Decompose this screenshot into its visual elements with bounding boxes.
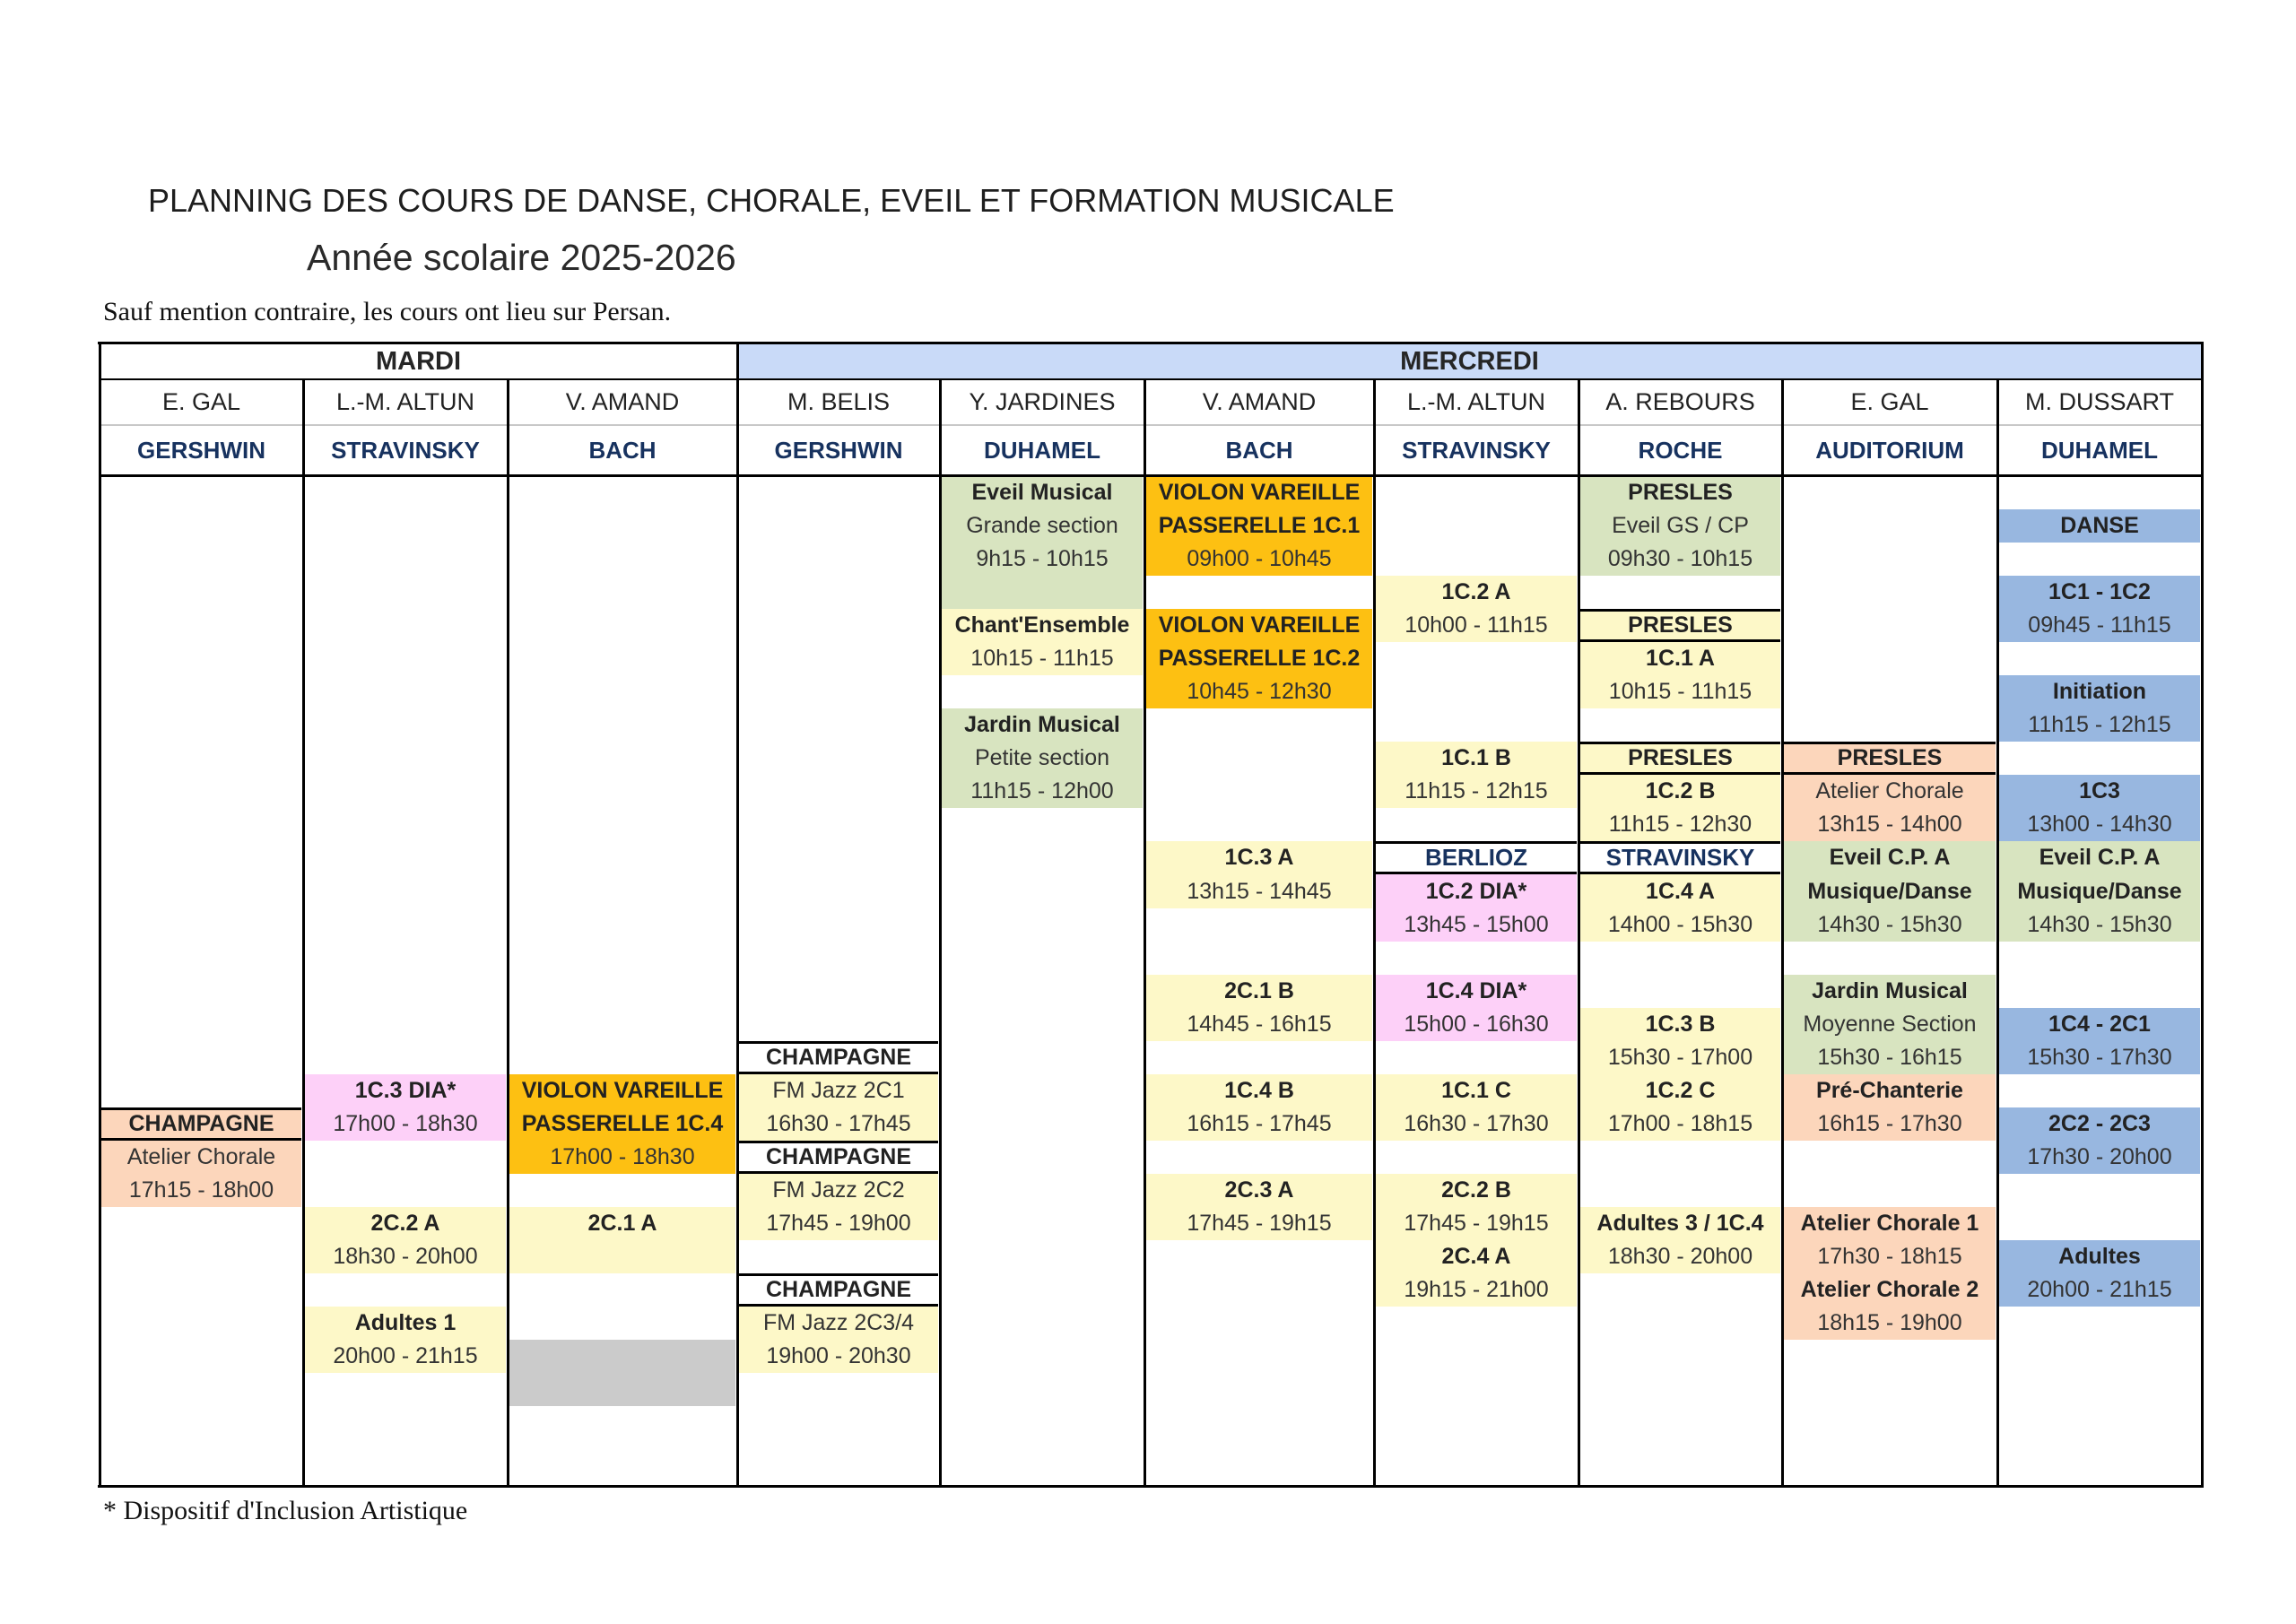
course-cell: 17h30 - 18h15 — [1784, 1240, 1996, 1273]
column-rule — [302, 379, 305, 1487]
course-cell: 1C.1 A — [1580, 642, 1780, 675]
course-cell: 19h00 - 20h30 — [739, 1340, 938, 1373]
course-cell: PRESLES — [1580, 609, 1780, 642]
room-header: STRAVINSKY — [331, 437, 480, 464]
course-cell: 09h00 - 10h45 — [1146, 543, 1372, 576]
course-cell: 1C.3 DIA* — [305, 1074, 506, 1107]
course-cell: PASSERELLE 1C.2 — [1146, 642, 1372, 675]
course-cell: 2C.3 A — [1146, 1174, 1372, 1207]
column-rule — [1781, 379, 1784, 1487]
course-cell: Initiation — [1999, 675, 2200, 708]
course-cell: 17h00 - 18h30 — [305, 1107, 506, 1141]
room-header: DUHAMEL — [984, 437, 1100, 464]
room-header: GERSHWIN — [774, 437, 903, 464]
course-cell: 16h15 - 17h45 — [1146, 1107, 1372, 1141]
course-cell: 15h30 - 16h15 — [1784, 1041, 1996, 1074]
column-rule — [507, 379, 509, 1487]
course-cell: 11h15 - 12h15 — [1999, 708, 2200, 742]
filler-cell — [942, 576, 1143, 609]
course-cell: 2C.2 A — [305, 1207, 506, 1240]
course-cell: 1C.2 B — [1580, 775, 1780, 808]
course-cell: 14h30 - 15h30 — [1999, 908, 2200, 942]
course-cell: Grande section — [942, 509, 1143, 543]
course-cell: 1C.4 B — [1146, 1074, 1372, 1107]
course-cell: 17h15 - 18h00 — [101, 1174, 301, 1207]
course-cell: Atelier Chorale 2 — [1784, 1273, 1996, 1307]
day-header-mercredi: MERCREDI — [737, 343, 2202, 379]
course-cell: 17h45 - 19h15 — [1376, 1207, 1577, 1240]
course-cell: CHAMPAGNE — [739, 1141, 938, 1174]
course-cell: 10h00 - 11h15 — [1376, 609, 1577, 642]
course-cell: 16h30 - 17h30 — [1376, 1107, 1577, 1141]
course-cell: Musique/Danse — [1999, 874, 2200, 908]
course-cell: 10h15 - 11h15 — [942, 642, 1143, 675]
course-cell: Moyenne Section — [1784, 1008, 1996, 1041]
course-cell: PASSERELLE 1C.1 — [1146, 509, 1372, 543]
course-cell: FM Jazz 2C3/4 — [739, 1307, 938, 1340]
course-cell: 14h30 - 15h30 — [1784, 908, 1996, 942]
course-cell: 1C.4 DIA* — [1376, 975, 1577, 1008]
teacher-header: M. DUSSART — [2024, 388, 2175, 415]
course-cell: Eveil GS / CP — [1580, 509, 1780, 543]
course-cell: Musique/Danse — [1784, 874, 1996, 908]
course-cell: Atelier Chorale 1 — [1784, 1207, 1996, 1240]
course-cell: 1C3 — [1999, 775, 2200, 808]
course-cell: 2C.1 B — [1146, 975, 1372, 1008]
course-cell: 1C4 - 2C1 — [1999, 1008, 2200, 1041]
course-cell: Atelier Chorale — [1784, 775, 1996, 808]
course-cell: PASSERELLE 1C.4 — [509, 1107, 735, 1141]
rule-teacher — [100, 424, 2202, 426]
course-cell: 1C.3 A — [1146, 841, 1372, 874]
table-border-top — [98, 342, 2204, 344]
course-cell: 13h45 - 15h00 — [1376, 908, 1577, 942]
room-header: STRAVINSKY — [1402, 437, 1551, 464]
column-rule — [736, 342, 739, 1487]
course-cell: DANSE — [1999, 509, 2200, 543]
course-cell: 11h15 - 12h15 — [1376, 775, 1577, 808]
course-cell: Adultes — [1999, 1240, 2200, 1273]
course-cell: 1C.1 B — [1376, 742, 1577, 775]
teacher-header: V. AMAND — [1202, 388, 1317, 415]
course-cell: VIOLON VAREILLE — [509, 1074, 735, 1107]
course-cell: 1C.3 B — [1580, 1008, 1780, 1041]
course-cell: 09h45 - 11h15 — [1999, 609, 2200, 642]
course-cell: 14h00 - 15h30 — [1580, 908, 1780, 942]
course-cell: 10h15 - 11h15 — [1580, 675, 1780, 708]
course-cell: Eveil Musical — [942, 476, 1143, 509]
column-rule — [99, 342, 101, 1487]
course-cell: 2C.4 A — [1376, 1240, 1577, 1273]
course-cell: VIOLON VAREILLE — [1146, 609, 1372, 642]
course-cell: 09h30 - 10h15 — [1580, 543, 1780, 576]
course-cell: FM Jazz 2C1 — [739, 1074, 938, 1107]
course-cell: 18h15 - 19h00 — [1784, 1307, 1996, 1340]
course-cell: Pré-Chanterie — [1784, 1074, 1996, 1107]
course-cell: PRESLES — [1580, 742, 1780, 775]
course-cell: Jardin Musical — [1784, 975, 1996, 1008]
room-header: BACH — [588, 437, 657, 464]
course-cell: Eveil C.P. A — [1784, 841, 1996, 874]
page-title: PLANNING DES COURS DE DANSE, CHORALE, EVEIL ET FORMATION MUSICALE — [148, 182, 1395, 219]
course-cell: 18h30 - 20h00 — [305, 1240, 506, 1273]
course-cell: CHAMPAGNE — [101, 1107, 301, 1141]
column-rule — [1144, 379, 1146, 1487]
column-rule — [2201, 342, 2204, 1487]
course-cell: 13h15 - 14h00 — [1784, 808, 1996, 841]
course-cell: CHAMPAGNE — [739, 1041, 938, 1074]
course-cell: 13h15 - 14h45 — [1146, 874, 1372, 908]
rule-room — [100, 474, 2202, 477]
course-cell: 13h00 - 14h30 — [1999, 808, 2200, 841]
column-rule — [1578, 379, 1580, 1487]
course-cell: PRESLES — [1580, 476, 1780, 509]
course-cell: 2C2 - 2C3 — [1999, 1107, 2200, 1141]
teacher-header: A. REBOURS — [1605, 388, 1755, 415]
course-cell: 1C.4 A — [1580, 874, 1780, 908]
course-cell: 2C.2 B — [1376, 1174, 1577, 1207]
course-cell: STRAVINSKY — [1580, 841, 1780, 874]
course-cell: 20h00 - 21h15 — [1999, 1273, 2200, 1307]
day-header-mardi: MARDI — [100, 343, 737, 379]
course-cell: 1C.1 C — [1376, 1074, 1577, 1107]
course-cell: 1C.2 C — [1580, 1074, 1780, 1107]
course-cell: 1C.2 A — [1376, 576, 1577, 609]
course-cell: FM Jazz 2C2 — [739, 1174, 938, 1207]
room-header: AUDITORIUM — [1815, 437, 1964, 464]
teacher-header: E. GAL — [1850, 388, 1929, 415]
course-cell: Adultes 1 — [305, 1307, 506, 1340]
filler-cell — [509, 1240, 735, 1273]
school-year: Année scolaire 2025-2026 — [307, 237, 736, 278]
column-rule — [1373, 379, 1376, 1487]
course-cell: 10h45 - 12h30 — [1146, 675, 1372, 708]
course-cell: 16h15 - 17h30 — [1784, 1107, 1996, 1141]
room-header: DUHAMEL — [2041, 437, 2158, 464]
room-header: GERSHWIN — [137, 437, 265, 464]
course-cell: 16h30 - 17h45 — [739, 1107, 938, 1141]
filler-cell — [509, 1340, 735, 1406]
course-cell: 18h30 - 20h00 — [1580, 1240, 1780, 1273]
course-cell: 1C.2 DIA* — [1376, 874, 1577, 908]
course-cell: 15h00 - 16h30 — [1376, 1008, 1577, 1041]
course-cell: 1C1 - 1C2 — [1999, 576, 2200, 609]
course-cell: Chant'Ensemble — [942, 609, 1143, 642]
course-cell: PRESLES — [1784, 742, 1996, 775]
course-cell: CHAMPAGNE — [739, 1273, 938, 1307]
course-cell: 2C.1 A — [509, 1207, 735, 1240]
footnote: * Dispositif d'Inclusion Artistique — [103, 1496, 468, 1525]
course-cell: Jardin Musical — [942, 708, 1143, 742]
teacher-header: L.-M. ALTUN — [335, 388, 475, 415]
teacher-header: Y. JARDINES — [969, 388, 1116, 415]
course-cell: Eveil C.P. A — [1999, 841, 2200, 874]
course-cell: 17h45 - 19h15 — [1146, 1207, 1372, 1240]
room-header: BACH — [1225, 437, 1293, 464]
column-rule — [1996, 379, 1999, 1487]
course-cell: 11h15 - 12h30 — [1580, 808, 1780, 841]
teacher-header: V. AMAND — [565, 388, 680, 415]
course-cell: 11h15 - 12h00 — [942, 775, 1143, 808]
course-cell: 17h45 - 19h00 — [739, 1207, 938, 1240]
course-cell: 19h15 - 21h00 — [1376, 1273, 1577, 1307]
course-cell: 15h30 - 17h00 — [1580, 1041, 1780, 1074]
course-cell: 17h00 - 18h30 — [509, 1141, 735, 1174]
course-cell: 20h00 - 21h15 — [305, 1340, 506, 1373]
course-cell: Adultes 3 / 1C.4 — [1580, 1207, 1780, 1240]
teacher-header: M. BELIS — [787, 388, 891, 415]
location-note: Sauf mention contraire, les cours ont lieu sur Persan. — [103, 297, 672, 326]
teacher-header: E. GAL — [161, 388, 241, 415]
table-border-bottom — [98, 1485, 2204, 1488]
course-cell: VIOLON VAREILLE — [1146, 476, 1372, 509]
course-cell: Atelier Chorale — [101, 1141, 301, 1174]
room-header: ROCHE — [1638, 437, 1723, 464]
column-rule — [939, 379, 942, 1487]
teacher-header: L.-M. ALTUN — [1406, 388, 1546, 415]
course-cell: Petite section — [942, 742, 1143, 775]
course-cell: BERLIOZ — [1376, 841, 1577, 874]
course-cell: 14h45 - 16h15 — [1146, 1008, 1372, 1041]
course-cell: 17h00 - 18h15 — [1580, 1107, 1780, 1141]
course-cell: 17h30 - 20h00 — [1999, 1141, 2200, 1174]
rule-day — [100, 378, 2202, 380]
course-cell: 9h15 - 10h15 — [942, 543, 1143, 576]
course-cell: 15h30 - 17h30 — [1999, 1041, 2200, 1074]
